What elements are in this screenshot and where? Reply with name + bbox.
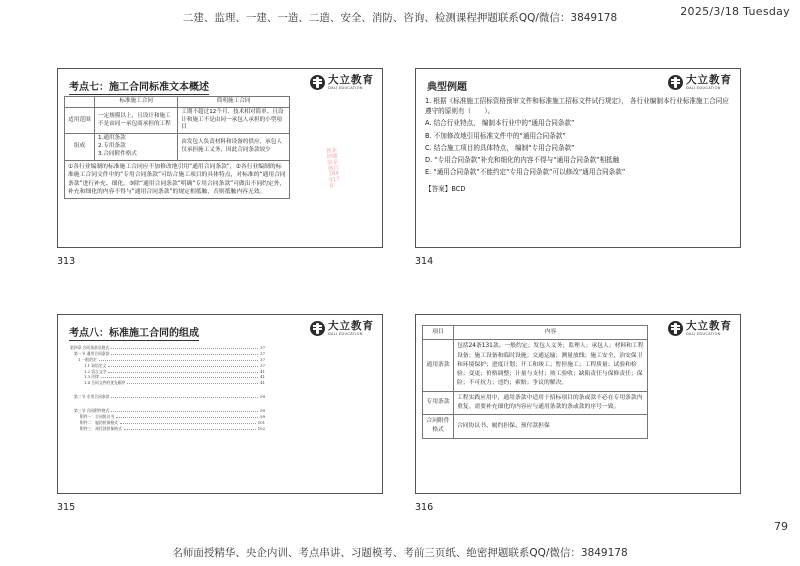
- logo-name-cn: 大立教育: [686, 74, 732, 86]
- page-header-text: 二建、监理、一建、一造、二造、安全、消防、咨询、检测课程押题联系QQ/微信：3849178: [182, 12, 618, 24]
- toc-item: 附件二：履约担保格式 101: [80, 419, 265, 425]
- table-cell: 合同协议书、履约担保、预付款担保: [454, 415, 648, 439]
- toc-item: 附件三：预付款担保格式 102: [80, 425, 265, 431]
- contract-composition-table: [422, 325, 648, 439]
- option-c: C. 结合施工项目的具体特点， 编制“专用合同条款”: [425, 143, 575, 152]
- toc-item: 第二节 专用合同条款 99: [74, 394, 265, 400]
- toc-item: 1.1 词语定义 37: [84, 362, 265, 368]
- slide-315: [57, 314, 383, 494]
- list-item: 1.通用条款: [98, 135, 126, 142]
- slide-314: [415, 68, 741, 248]
- table-header: 内容: [454, 326, 648, 340]
- table-cell: 工期不超过12个月、技术相对简单、且设计和施工不是由同一承包人承担的小型项目: [178, 107, 290, 133]
- toc-item: 第一节 通用合同条款 37: [74, 350, 265, 356]
- logo-name-en: DALI EDUCATION: [328, 85, 363, 90]
- option-b: B. 不加修改地引用标准文件中的“通用合同条款”: [425, 131, 566, 140]
- slide-316: [415, 314, 741, 494]
- dali-logo-icon: [310, 75, 325, 90]
- contract-comparison-table: [64, 96, 290, 199]
- table-cell: [95, 134, 178, 160]
- page-date: 2025/3/18 Tuesday: [680, 5, 790, 18]
- slide-number: 315: [57, 502, 76, 513]
- list-item: 2.专用条款: [98, 143, 126, 150]
- table-note: ①各行业编制的标准施工合同应不加修改地引用“通用合同条款”，②各行业编制的标准施工合同文件中的“专用合同条款”可结合施工项目的具体特点，对标准的“通用合同条款”进行补充、细化。③除“通用合同条款”明确“专用合同条款”可做出不同约定外，补充和细化的内容不得与“通用合同条款”的规定相抵触，否则抵触内容无效。: [65, 160, 290, 199]
- logo-name-cn: 大立教育: [328, 74, 374, 86]
- example-question: [425, 96, 733, 196]
- answer: 【答案】BCD: [425, 184, 466, 193]
- option-e: E. “通用合同条款”不能约定“专用合同条款”可以修改“通用合同条款”: [425, 168, 626, 177]
- dali-logo: [310, 75, 374, 90]
- option-a: A. 结合行业特点， 编制本行业中的“通用合同条款”: [425, 119, 575, 128]
- table-header: 简明施工合同: [178, 97, 290, 108]
- page-footer-text: 名师面授精华、央企内训、考点串讲、习题模考、考前三页纸、绝密押题联系QQ/微信：3849178: [172, 547, 628, 559]
- table-header: [65, 97, 95, 108]
- toc-item: 第三节 合同附件格式 99: [74, 408, 265, 413]
- slide-title: 典型例题: [427, 82, 467, 93]
- table-cell: 由发包人负责材料和设备的供应，承包人仅承担施工义务，因此合同条款较少: [178, 134, 290, 160]
- table-row: [423, 340, 648, 391]
- table-cell: 工程实践应用中，通用条款中适用于招标项目的条或款不必在专用条款内重复。需要补充细化的内容应与通用条款的条或款的序号一致。: [454, 391, 648, 415]
- table-cell: 包括24条131款。一般约定；发包人义务；监理人；承包人；材料和工程设备；施工设备和临时设施；交通运输；测量放线；施工安全、治安保卫和环境保护；进度计划；开工和竣工；暂停施工；工程质量；试验和检验；变更；价格调整；计量与支付；竣工验收；缺陷责任与保修责任；保险；不可抗力；违约；索赔；争议的解决。: [454, 340, 648, 391]
- dali-logo: [668, 75, 732, 90]
- logo-name-en: DALI EDUCATION: [328, 331, 363, 336]
- list-item: 3.合同附件格式: [98, 150, 137, 157]
- table-row: [423, 415, 648, 439]
- table-of-contents: [70, 345, 265, 432]
- table-cell: 一定规模以上，且设计和施工不是由同一承包商承担的工程: [95, 107, 178, 133]
- question-stem: 1. 根据《标准施工招标资格预审文件和标准施工招标文件试行规定》， 各行业编制本行业标准施工合同应遵守的原则有（ ）。: [425, 97, 729, 116]
- toc-item: 1.2 语言文字 41: [84, 368, 265, 374]
- toc-item: 1 一般约定 37: [78, 356, 265, 362]
- dali-logo: [668, 321, 732, 336]
- logo-name-en: DALI EDUCATION: [686, 331, 721, 336]
- slide-number: 316: [415, 502, 434, 513]
- option-d: D. “专用合同条款”补充和细化的内容不得与“通用合同条款”相抵触: [425, 156, 620, 165]
- slide-number: 314: [415, 256, 434, 267]
- dali-logo-icon: [310, 321, 325, 336]
- dali-logo-icon: [668, 75, 683, 90]
- slide-title: 考点七：施工合同标准文本概述: [69, 78, 209, 95]
- dali-logo-icon: [668, 321, 683, 336]
- row-label: 适用范围: [65, 107, 95, 133]
- logo-name-en: DALI EDUCATION: [686, 85, 721, 90]
- page-number: 79: [774, 520, 788, 533]
- row-label: 通用条款: [423, 340, 454, 391]
- table-header: 项目: [423, 326, 454, 340]
- watermark: 独家押题联系微信3849178: [325, 147, 341, 190]
- row-label: 合同附件格式: [423, 415, 454, 439]
- table-row: [423, 391, 648, 415]
- logo-name-cn: 大立教育: [686, 320, 732, 332]
- toc-item: 第四章 合同条款及格式 37: [70, 345, 265, 350]
- toc-item: 1.3 法律 41: [84, 374, 265, 380]
- slide-313: [57, 68, 383, 248]
- row-label: 组成: [65, 134, 95, 160]
- slide-title: 考点八：标准施工合同的组成: [69, 324, 199, 341]
- table-row: [65, 160, 290, 199]
- toc-item: 附件一：合同协议书 99: [80, 413, 265, 419]
- slide-number: 313: [57, 256, 76, 267]
- table-row: [65, 134, 290, 160]
- row-label: 专用条款: [423, 391, 454, 415]
- dali-logo: [310, 321, 374, 336]
- table-header: 标准施工合同: [95, 97, 178, 108]
- logo-name-cn: 大立教育: [328, 320, 374, 332]
- toc-item: 1.4 合同文件的优先顺序 41: [84, 380, 265, 386]
- table-row: [65, 107, 290, 133]
